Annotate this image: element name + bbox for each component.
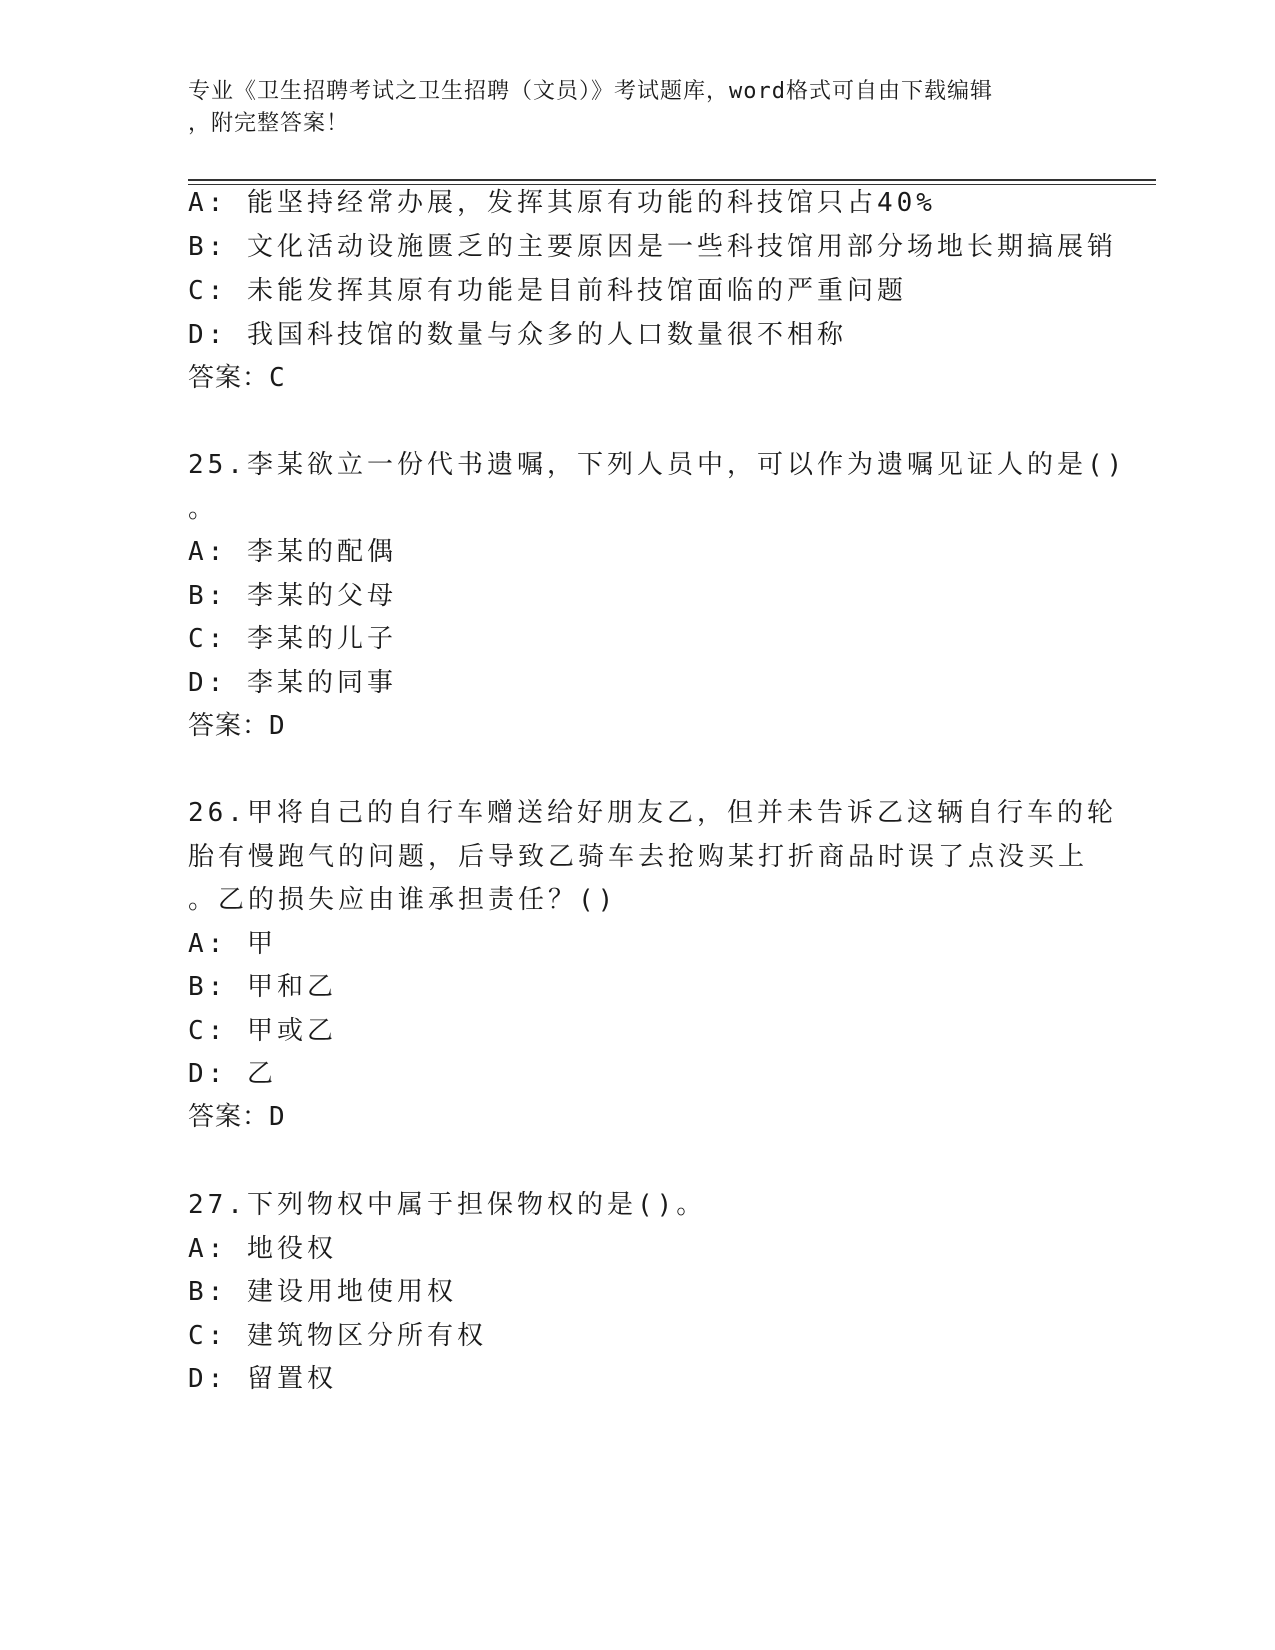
q25-option-d: D: 李某的同事 [188, 668, 397, 698]
q24-option-a: A: 能坚持经常办展，发挥其原有功能的科技馆只占40% [188, 188, 936, 218]
q25-option-c: C: 李某的儿子 [188, 624, 397, 654]
q25-answer: 答案：D [188, 711, 286, 741]
q25-stem-line-2: 。 [188, 494, 219, 524]
q27-option-c: C: 建筑物区分所有权 [188, 1321, 487, 1351]
q27-option-a: A: 地役权 [188, 1234, 337, 1264]
q27-option-b: B: 建设用地使用权 [188, 1277, 457, 1307]
q25-stem-line-1: 25.李某欲立一份代书遗嘱，下列人员中，可以作为遗嘱见证人的是() [188, 450, 1127, 480]
q26-option-d: D: 乙 [188, 1059, 277, 1089]
header-line-1: 专业《卫生招聘考试之卫生招聘（文员）》考试题库，word格式可自由下载编辑 [188, 79, 993, 104]
q25-option-a: A: 李某的配偶 [188, 537, 397, 567]
header-line-2: ，附完整答案！ [188, 111, 350, 136]
q26-option-c: C: 甲或乙 [188, 1016, 337, 1046]
q24-answer: 答案：C [188, 363, 286, 393]
q26-stem-line-3: 。乙的损失应由谁承担责任？() [188, 885, 618, 915]
q26-option-b: B: 甲和乙 [188, 972, 337, 1002]
q24-option-d: D: 我国科技馆的数量与众多的人口数量很不相称 [188, 320, 847, 350]
q24-option-c: C: 未能发挥其原有功能是目前科技馆面临的严重问题 [188, 276, 907, 306]
q26-stem-line-1: 26.甲将自己的自行车赠送给好朋友乙，但并未告诉乙这辆自行车的轮 [188, 798, 1117, 828]
q27-stem-line-1: 27.下列物权中属于担保物权的是()。 [188, 1190, 707, 1220]
q25-option-b: B: 李某的父母 [188, 581, 397, 611]
q26-stem-line-2: 胎有慢跑气的问题，后导致乙骑车去抢购某打折商品时误了点没买上 [188, 842, 1089, 872]
q26-answer: 答案：D [188, 1102, 286, 1132]
document-header [188, 76, 1088, 140]
q24-option-b: B: 文化活动设施匮乏的主要原因是一些科技馆用部分场地长期搞展销 [188, 232, 1117, 262]
header-divider [188, 179, 1156, 185]
q26-option-a: A: 甲 [188, 929, 277, 959]
q27-option-d: D: 留置权 [188, 1364, 337, 1394]
